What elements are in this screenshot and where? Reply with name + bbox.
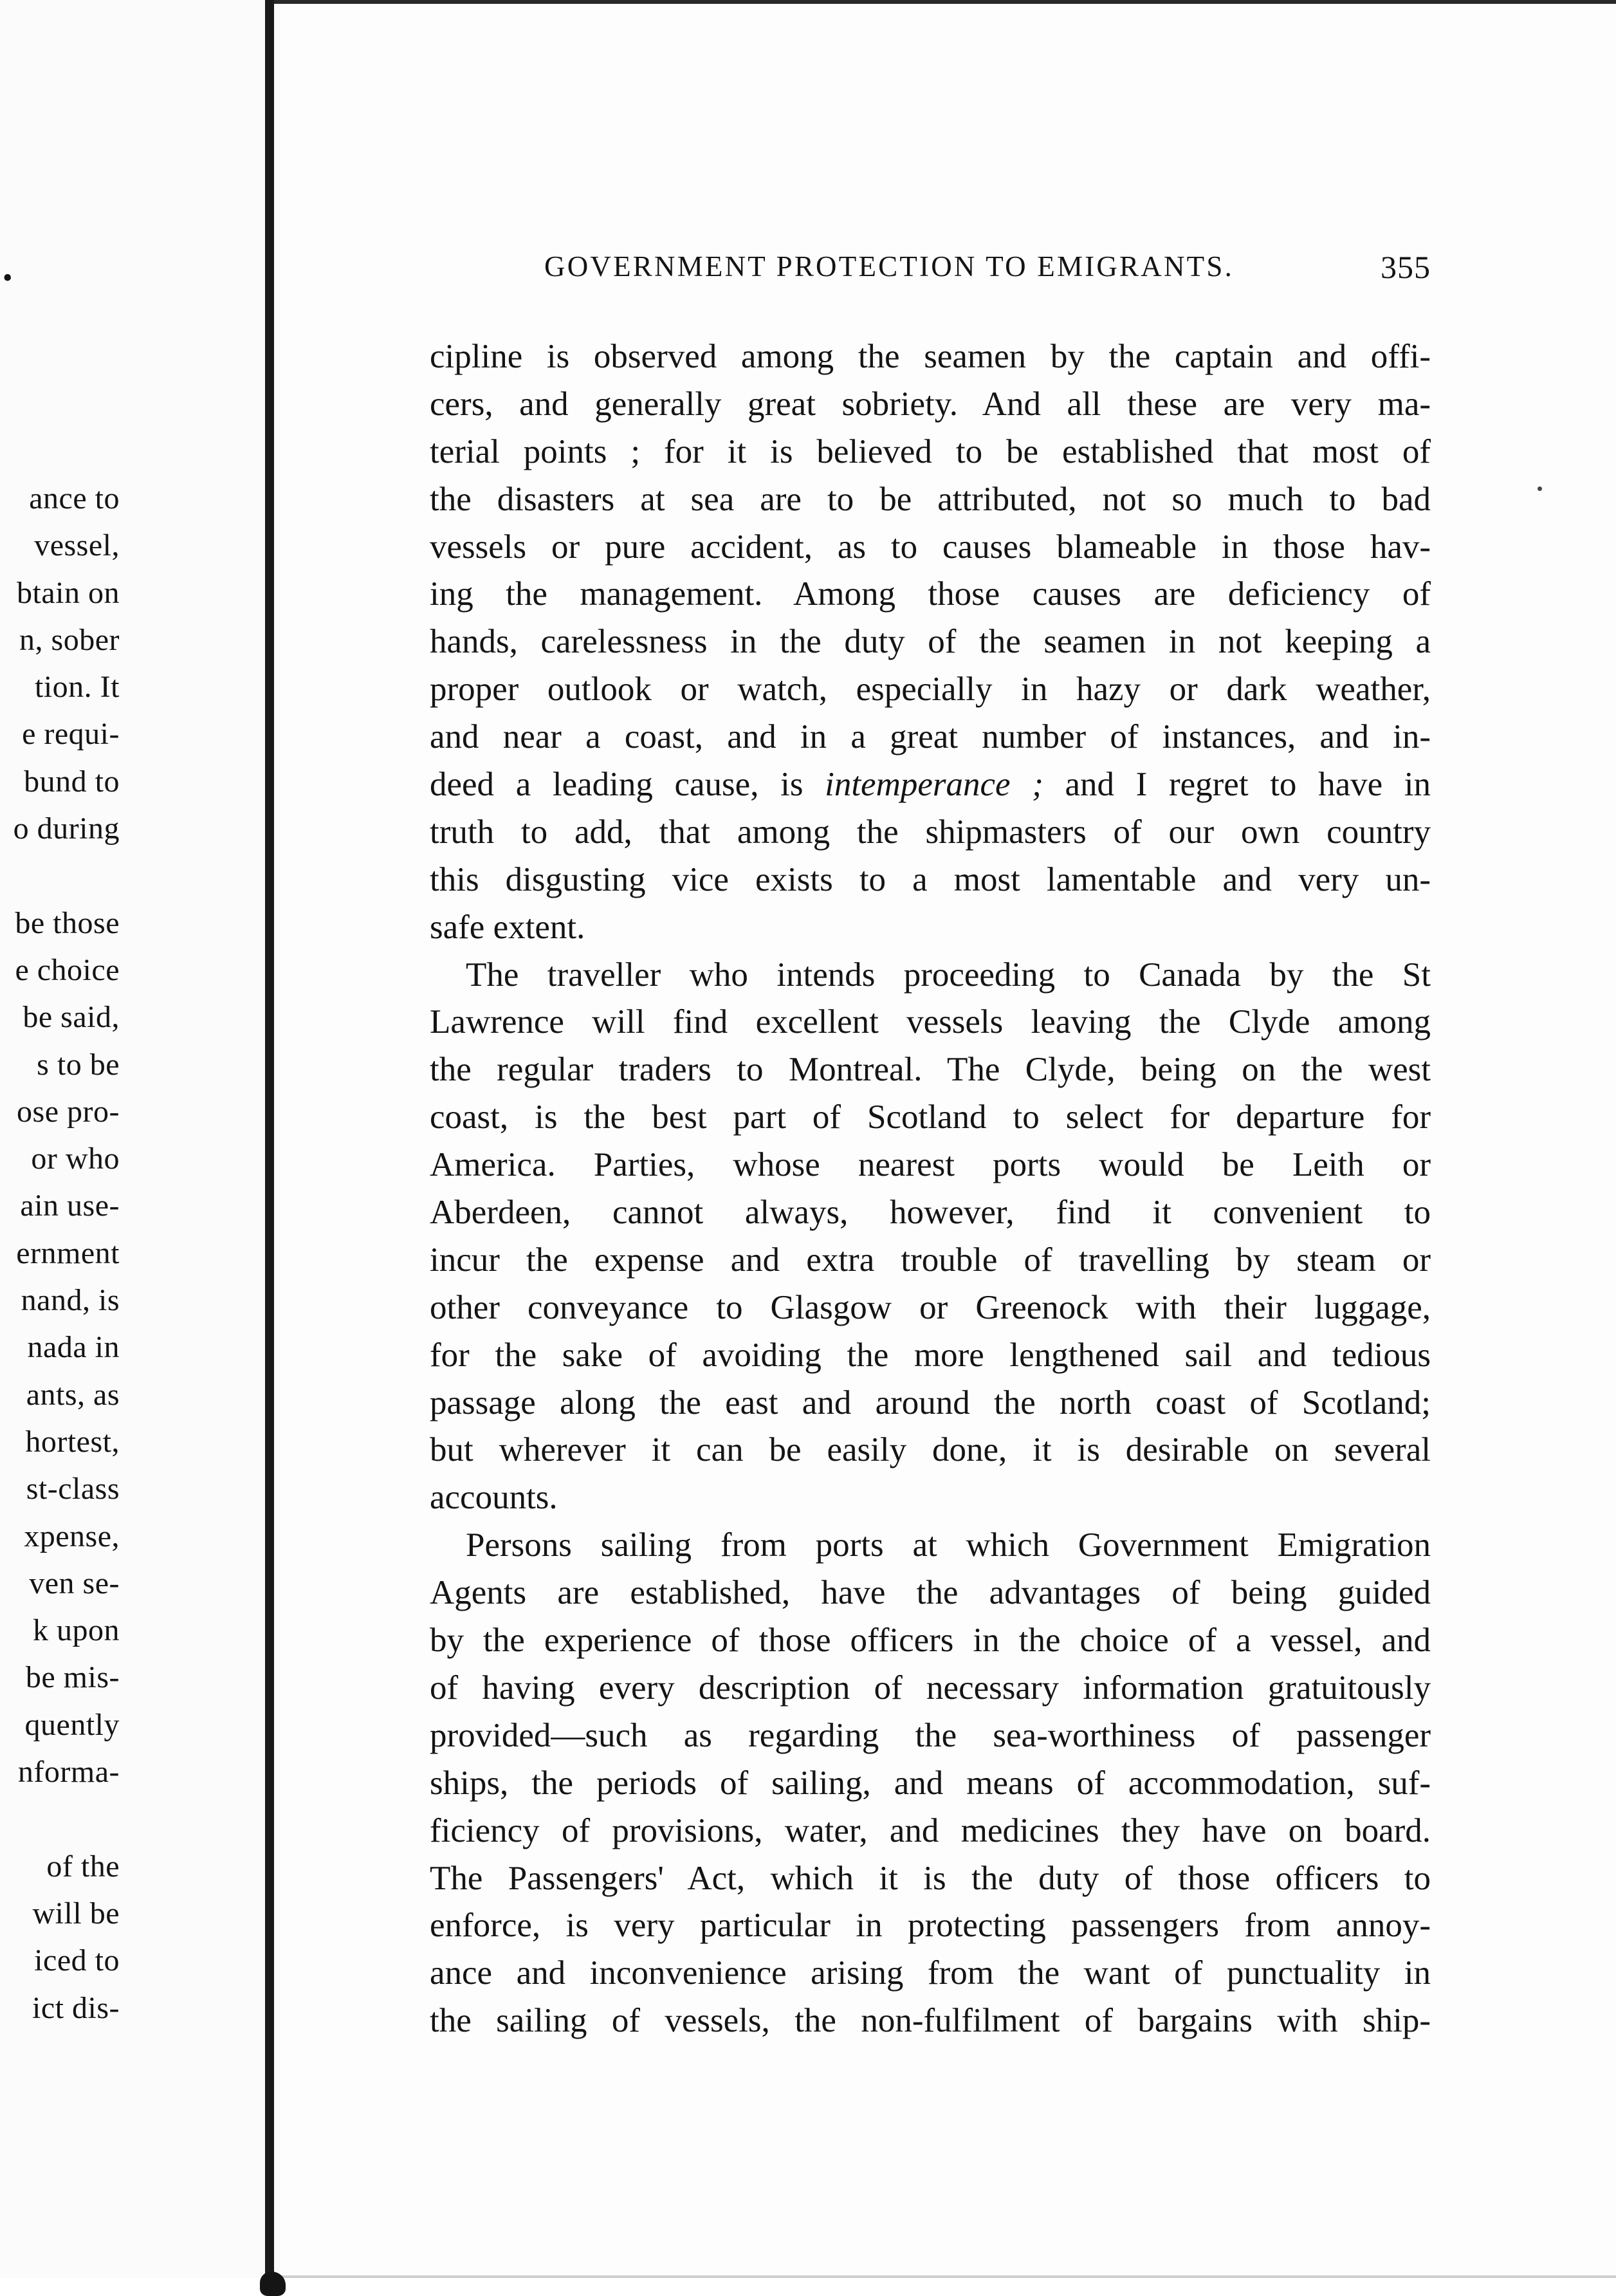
facing-page-line — [14, 852, 120, 899]
text-line: vessels or pure accident, as to causes blameable in those hav- — [430, 528, 1431, 566]
text-line: ance and inconvenience arising from the want of punctuality in — [430, 1954, 1431, 1992]
facing-page-line: iced to — [34, 1943, 120, 1978]
facing-page-line: vessel, — [34, 528, 120, 563]
scan-speck — [1538, 486, 1542, 491]
text-line: ficiency of provisions, water, and medicines they have on board. — [430, 1811, 1431, 1849]
text-line: ing the management. Among those causes are deficiency of — [430, 575, 1431, 613]
text-line: provided—such as regarding the sea-worthiness of passenger — [430, 1716, 1431, 1754]
facing-page-line: o during — [13, 811, 120, 846]
facing-page-line: st-class — [26, 1472, 120, 1506]
facing-page-line: ance to — [29, 481, 120, 515]
text-line: this disgusting vice exists to a most lamentable and very un- — [430, 860, 1431, 898]
text-line: proper outlook or watch, especially in hazy or dark weather, — [430, 671, 1431, 708]
text-line: Persons sailing from ports at which Government Emigration — [466, 1526, 1431, 1564]
facing-page-line: ernment — [16, 1236, 120, 1270]
text-line: and near a coast, and in a great number of instances, and in- — [430, 718, 1431, 756]
facing-page-line: of the — [46, 1849, 120, 1884]
text-line: coast, is the best part of Scotland to select for departure for — [430, 1098, 1431, 1136]
facing-page-line: n, sober — [19, 622, 120, 657]
page-top-edge — [274, 0, 1616, 4]
facing-page-line: be said, — [23, 1000, 120, 1035]
facing-page-line: btain on — [17, 575, 120, 610]
facing-page-line: hortest, — [25, 1424, 120, 1459]
page-body-text — [430, 333, 1431, 2045]
text-line: the disasters at sea are to be attributed, not so much to bad — [430, 480, 1431, 518]
facing-page-line: quently — [24, 1707, 120, 1742]
facing-page-line — [14, 1795, 120, 1842]
text-line: the sailing of vessels, the non-fulfilment of bargains with ship- — [430, 2002, 1431, 2040]
text-line: Lawrence will find excellent vessels leaving the Clyde among — [430, 1003, 1431, 1041]
facing-page-line: ict dis- — [32, 1990, 120, 2025]
facing-page-line: e choice — [15, 952, 120, 987]
text-line: The Passengers' Act, which it is the duty of those officers to — [430, 1859, 1431, 1897]
text-segment: and I regret to have in — [1043, 766, 1431, 804]
text-line: cipline is observed among the seamen by the captain and offi- — [430, 338, 1431, 375]
facing-page-line: xpense, — [24, 1519, 120, 1553]
facing-page-line: nforma- — [17, 1755, 120, 1790]
text-line: The traveller who intends proceeding to Canada by the St — [466, 956, 1431, 994]
facing-page-line: ants, as — [26, 1377, 120, 1412]
text-line: hands, carelessness in the duty of the seamen in not keeping a — [430, 623, 1431, 661]
facing-page-text — [14, 475, 120, 2032]
text-line: other conveyance to Glasgow or Greenock with their luggage, — [430, 1288, 1431, 1326]
page-number: 355 — [1381, 249, 1431, 285]
text-line: for the sake of avoiding the more lengthened sail and tedious — [430, 1336, 1431, 1374]
text-line — [430, 761, 1431, 809]
facing-page-line: e requi- — [22, 717, 120, 752]
text-line: America. Parties, whose nearest ports would be Leith or — [430, 1146, 1431, 1184]
text-line: terial points ; for it is believed to be established that most of — [430, 432, 1431, 470]
text-line: truth to add, that among the shipmasters of our own country — [430, 813, 1431, 851]
text-line: Aberdeen, cannot always, however, find it convenient to — [430, 1194, 1431, 1232]
facing-page-line: nand, is — [21, 1283, 120, 1318]
facing-page-line: nada in — [27, 1330, 120, 1365]
text-line: enforce, is very particular in protecting passengers from annoy- — [430, 1907, 1431, 1945]
facing-page-line: ven se- — [29, 1566, 120, 1600]
facing-page-line: ose pro- — [17, 1094, 120, 1129]
scan-bottom-margin — [0, 2278, 1616, 2296]
text-line: safe extent. — [430, 908, 585, 946]
text-segment: deed a leading cause, is — [430, 766, 825, 804]
text-line: incur the expense and extra trouble of travelling by steam or — [430, 1241, 1431, 1279]
facing-page-line: will be — [32, 1896, 120, 1930]
facing-page-line: be mis- — [25, 1660, 120, 1695]
text-line: cers, and generally great sobriety. And all these are very ma- — [430, 385, 1431, 423]
facing-page-line: be those — [15, 905, 120, 940]
facing-page-line: s to be — [37, 1047, 120, 1082]
facing-page-line: k upon — [33, 1613, 120, 1648]
left-page-mark: • — [3, 262, 13, 293]
binding-gutter-line — [265, 0, 274, 2296]
running-head — [544, 250, 1431, 288]
text-line: passage along the east and around the north coast of Scotland; — [430, 1384, 1431, 1421]
text-line: ships, the periods of sailing, and means of accommodation, suf- — [430, 1764, 1431, 1802]
text-line: but wherever it can be easily done, it is desirable on several — [430, 1431, 1431, 1469]
text-line: by the experience of those officers in the choice of a vessel, and — [430, 1622, 1431, 1660]
italic-word: intemperance ; — [825, 766, 1043, 804]
facing-page-line: bund to — [24, 764, 120, 799]
ink-blot — [260, 2272, 286, 2296]
text-line: the regular traders to Montreal. The Clyde, being on the west — [430, 1051, 1431, 1089]
facing-page-line: tion. It — [35, 670, 120, 705]
facing-page-line: or who — [31, 1142, 120, 1176]
text-line: accounts. — [430, 1479, 558, 1517]
text-line: of having every description of necessary information gratuitously — [430, 1669, 1431, 1707]
facing-page-line: ain use- — [20, 1189, 120, 1223]
running-title: GOVERNMENT PROTECTION TO EMIGRANTS. — [544, 250, 1235, 282]
text-line: Agents are established, have the advantages of being guided — [430, 1574, 1431, 1612]
facing-page-fragment — [0, 0, 265, 2296]
